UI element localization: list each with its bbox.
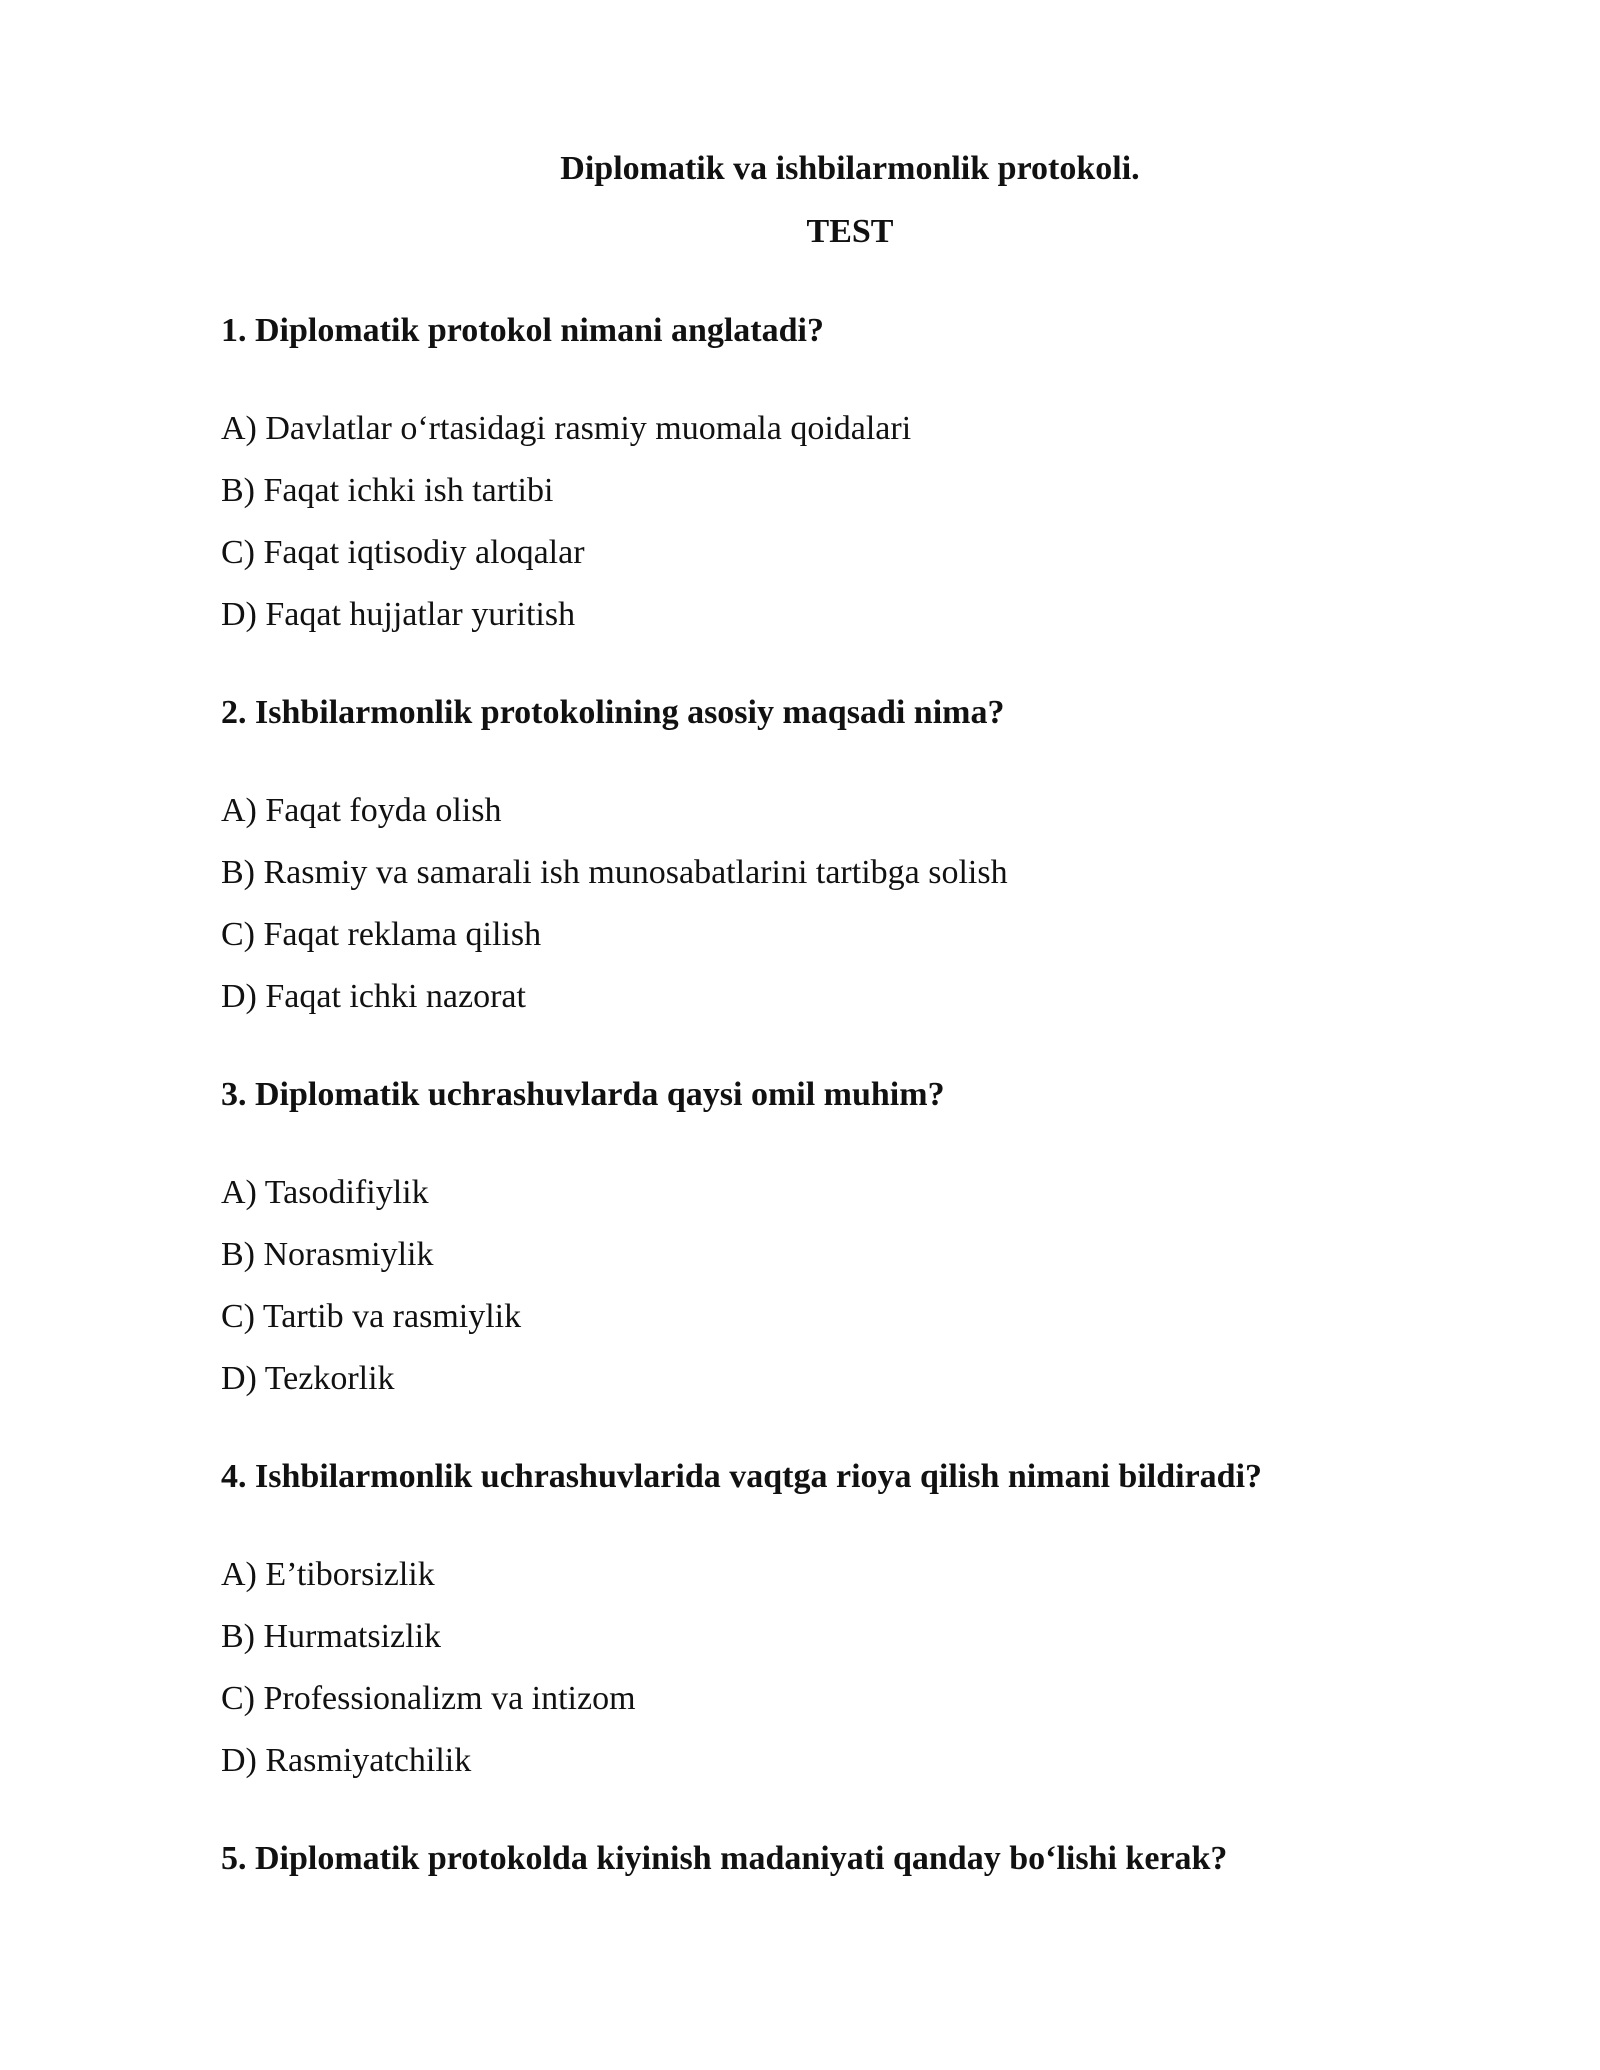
question-4: 4. Ishbilarmonlik uchrashuvlarida vaqtga rioya qilish nimani bildiradi?: [221, 1458, 1263, 1495]
question-1: 1. Diplomatik protokol nimani anglatadi?: [221, 312, 824, 349]
document-subtitle: TEST: [806, 213, 894, 250]
question-4-option-a: A) E’tiborsizlik: [221, 1556, 435, 1593]
question-2-option-a: A) Faqat foyda olish: [221, 792, 502, 829]
question-1-option-d: D) Faqat hujjatlar yuritish: [221, 596, 576, 633]
question-1-option-c: C) Faqat iqtisodiy aloqalar: [221, 534, 585, 571]
question-3-option-d: D) Tezkorlik: [221, 1360, 395, 1397]
question-3-option-b: B) Norasmiylik: [221, 1236, 434, 1273]
question-3: 3. Diplomatik uchrashuvlarda qaysi omil muhim?: [221, 1076, 945, 1113]
question-3-option-c: C) Tartib va rasmiylik: [221, 1298, 522, 1335]
question-4-option-c: C) Professionalizm va intizom: [221, 1680, 636, 1717]
question-3-option-a: A) Tasodifiylik: [221, 1174, 429, 1211]
question-2-option-b: B) Rasmiy va samarali ish munosabatlarini tartibga solish: [221, 854, 1008, 891]
question-2-option-c: C) Faqat reklama qilish: [221, 916, 542, 953]
question-1-option-b: B) Faqat ichki ish tartibi: [221, 472, 554, 509]
document-title: Diplomatik va ishbilarmonlik protokoli.: [560, 150, 1140, 187]
question-2: 2. Ishbilarmonlik protokolining asosiy maqsadi nima?: [221, 694, 1005, 731]
question-5: 5. Diplomatik protokolda kiyinish madaniyati qanday bo‘lishi kerak?: [221, 1840, 1228, 1877]
question-2-option-d: D) Faqat ichki nazorat: [221, 978, 526, 1015]
question-4-option-d: D) Rasmiyatchilik: [221, 1742, 472, 1779]
question-4-option-b: B) Hurmatsizlik: [221, 1618, 442, 1655]
question-1-option-a: A) Davlatlar o‘rtasidagi rasmiy muomala qoidalari: [221, 410, 912, 447]
